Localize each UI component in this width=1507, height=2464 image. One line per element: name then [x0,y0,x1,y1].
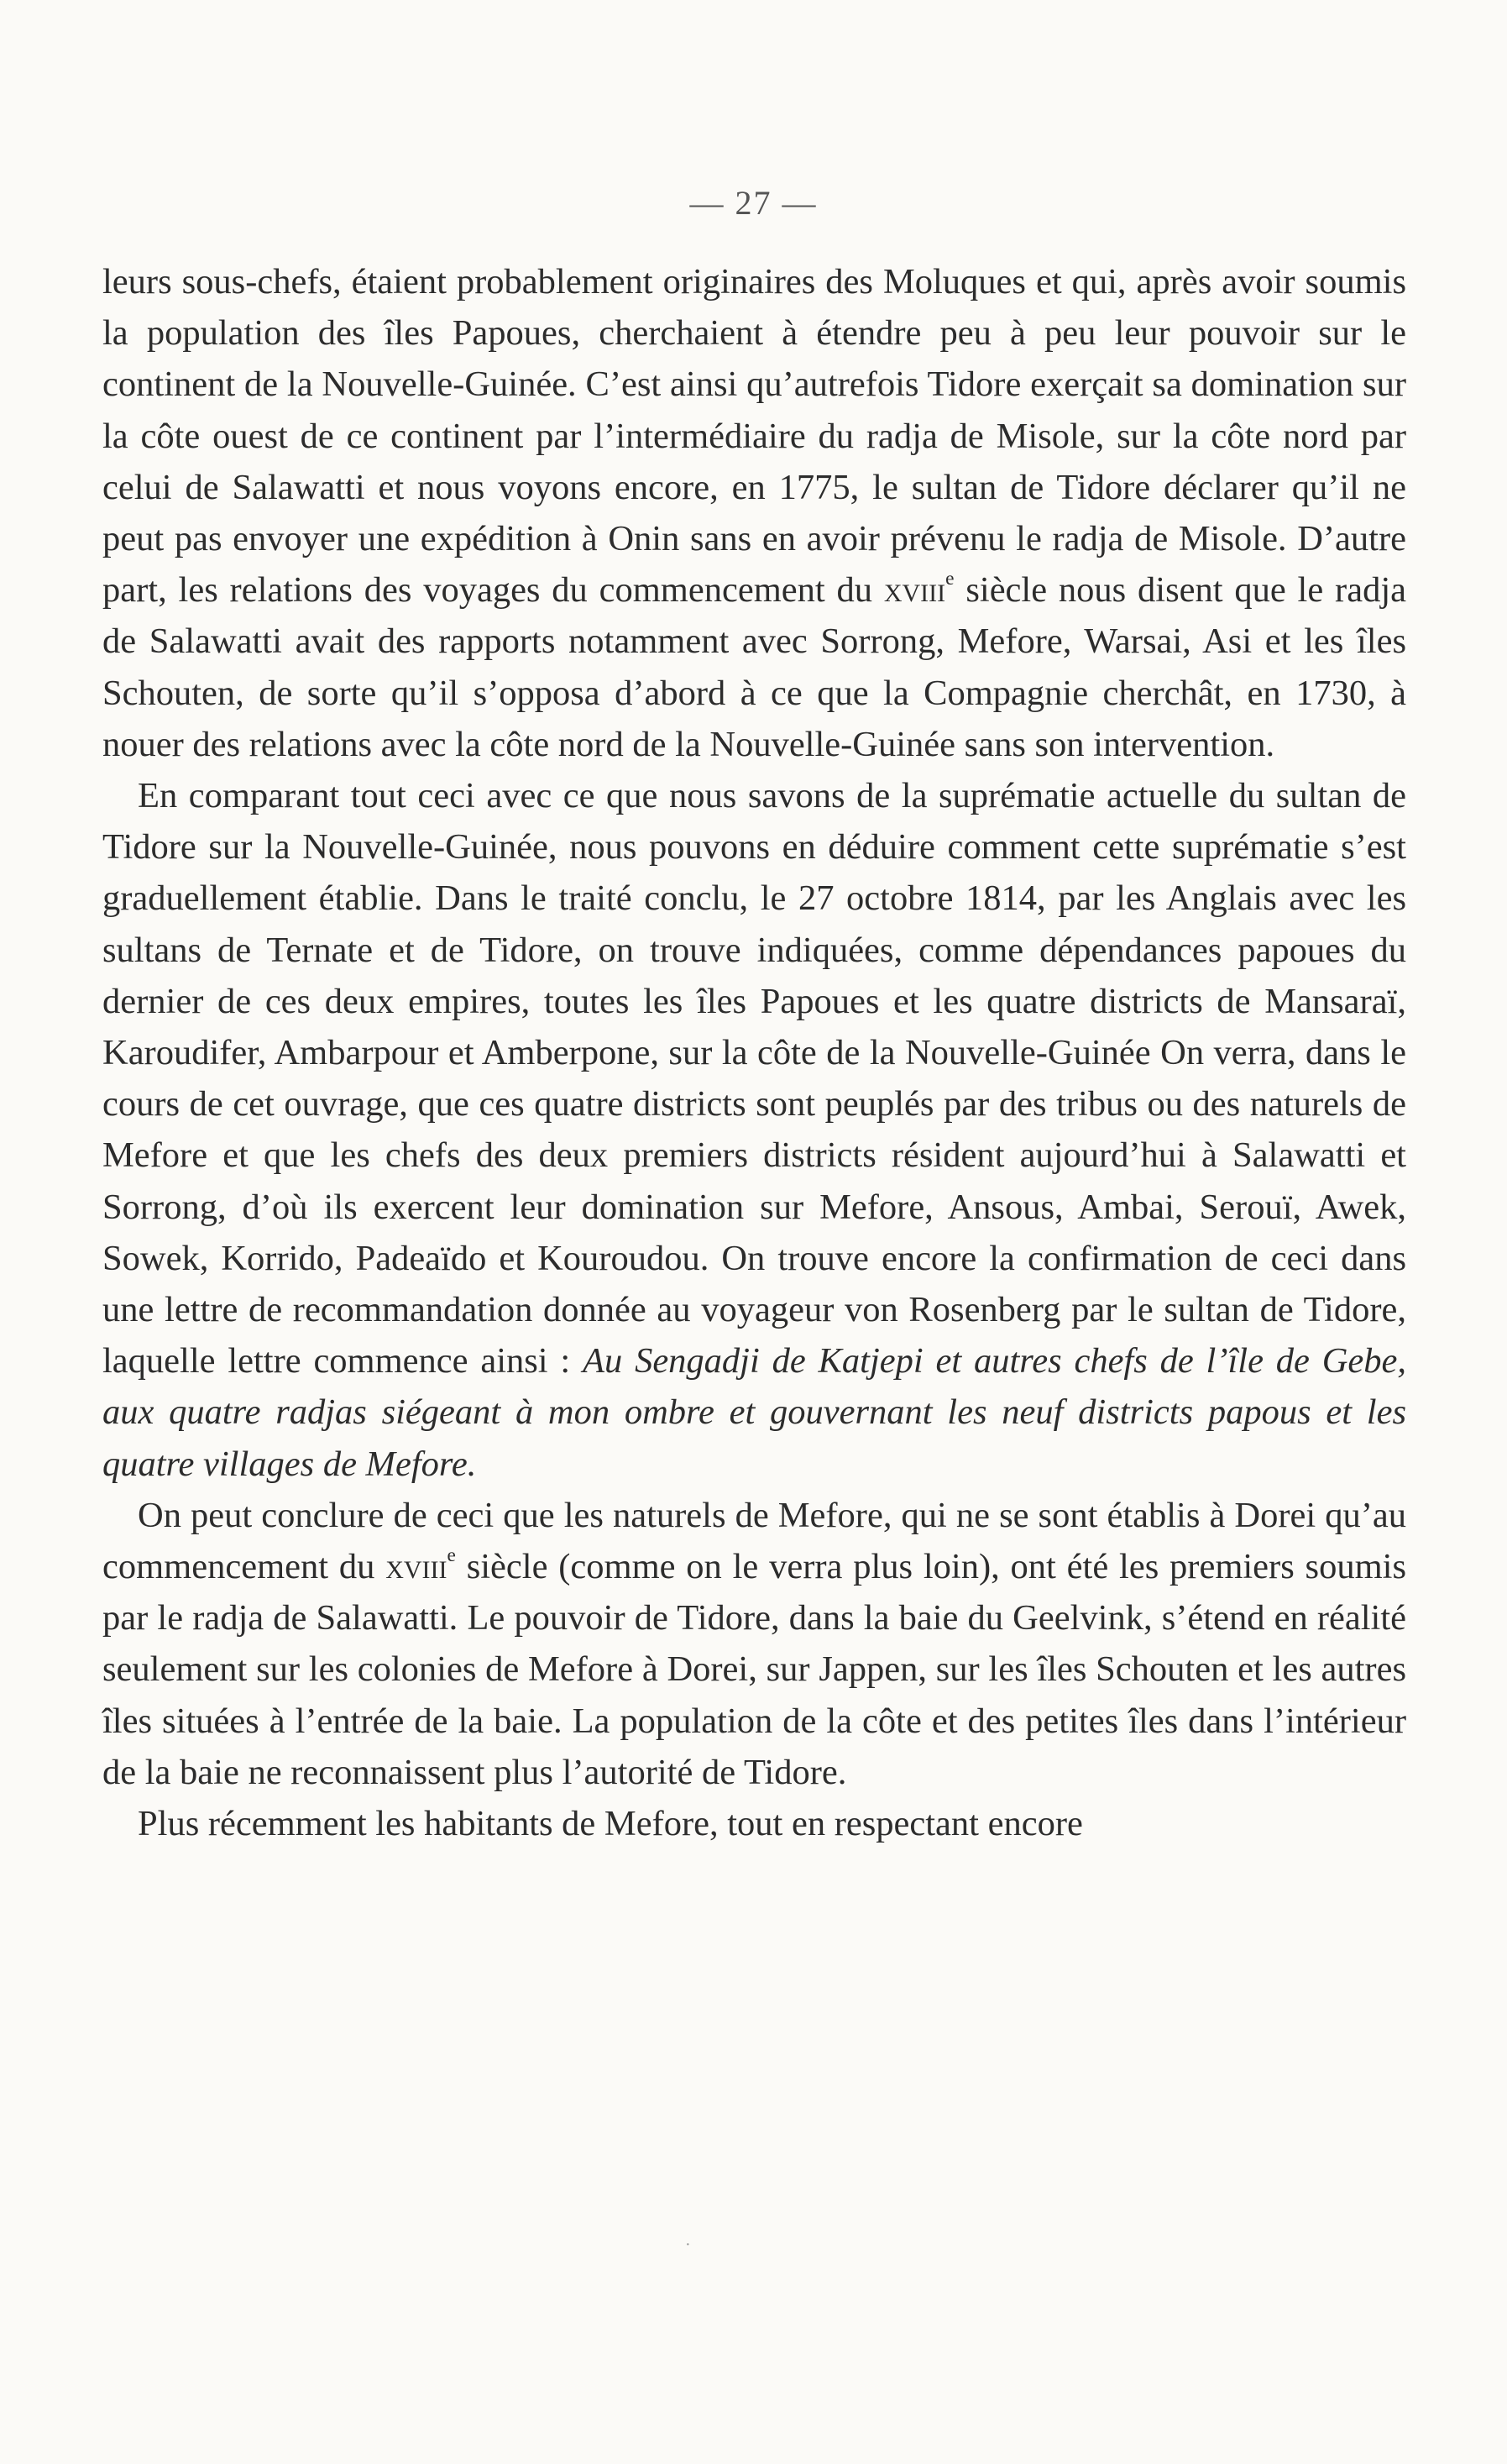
paragraph-1-part-b: siècle nous disent que le radja de Salawatti avait des rapports notamment avec Sorrong, Mefore, Warsai, Asi et les îles Schouten, de sorte qu’il s’opposa d’abord à ce que la Compagnie cherchât, en 1730, à nouer des relations avec la côte nord de la Nouvelle-Guinée sans son intervention. [102,570,1406,764]
paragraph-2-part-a: En comparant tout ceci avec ce que nous savons de la suprématie actuelle du sultan de Tidore sur la Nouvelle-Guinée, nous pouvons en déduire comment cette suprématie s’est graduellement établie. Dans le traité conclu, le 27 octobre 1814, par les Anglais avec les sultans de Ternate et de Tidore, on trouve indiquées, comme dépendances papoues du dernier de ces deux empires, toutes les îles Papoues et les quatre districts de Mansaraï, Karoudifer, Ambarpour et Amberpone, sur la côte de la Nouvelle-Guinée On verra, dans le cours de cet ouvrage, que ces quatre districts sont peuplés par des tribus ou des naturels de Mefore et que les chefs des deux premiers districts résident aujourd’hui à Salawatti et Sorrong, d’où ils exercent leur domination sur Mefore, Ansous, Ambai, Serouï, Awek, Sowek, Korrido, Padeaïdo et Kouroudou. On trouve encore la confirmation de ceci dans une lettre de recommandation donnée au voyageur von Rosenberg par le sultan de Tidore, laquelle lettre commence ainsi : [102,776,1406,1381]
paragraph-2 [102,770,1406,1490]
century-numeral: xviii [385,1547,447,1587]
paragraph-3-part-a: On peut conclure de ceci que les naturels de Mefore, qui ne se sont établis à Dorei qu’au commencement du [102,1495,1406,1587]
page-number: — 27 — [689,184,818,222]
paragraph-1-part-a: leurs sous-chefs, étaient probablement originaires des Moluques et qui, après avoir soumis la population des îles Papoues, cherchaient à étendre peu à peu leur pouvoir sur le continent de la Nouvelle-Guinée. C’est ainsi qu’autrefois Tidore exerçait sa domination sur la côte ouest de ce continent par l’intermédiaire du radja de Misole, sur la côte nord par celui de Salawatti et nous voyons encore, en 1775, le sultan de Tidore déclarer qu’il ne peut pas envoyer une expédition à Onin sans en avoir prévenu le radja de Misole. D’autre part, les relations des voyages du commencement du [102,262,1406,611]
print-speck: · [685,2236,691,2254]
paragraph-4 [102,1798,1406,1849]
paragraph-3-part-b: siècle (comme on le verra plus loin), ont été les premiers soumis par le radja de Salawatti. Le pouvoir de Tidore, dans la baie du Geelvink, s’étend en réalité seulement sur les colonies de Mefore à Dorei, sur Jappen, sur les îles Schouten et les autres îles situées à l’entrée de la baie. La population de la côte et des petites îles dans l’intérieur de la baie ne reconnaissent plus l’autorité de Tidore. [102,1547,1406,1792]
paragraph-4-part-a: Plus récemment les habitants de Mefore, tout en respectant encore [138,1804,1083,1844]
body-text [102,256,1406,1849]
century-numeral: xviii [883,570,946,611]
century-superscript: e [447,1544,456,1567]
paragraph-1 [102,256,1406,770]
century-superscript: e [945,568,955,590]
paragraph-3 [102,1490,1406,1798]
letter-quote: Au Sengadji de Katjepi et autres chefs de l’île de Gebe, aux quatre radjas siégeant à mon ombre et gouvernant les neuf districts papous et les quatre villages de Mefore. [102,1341,1406,1484]
